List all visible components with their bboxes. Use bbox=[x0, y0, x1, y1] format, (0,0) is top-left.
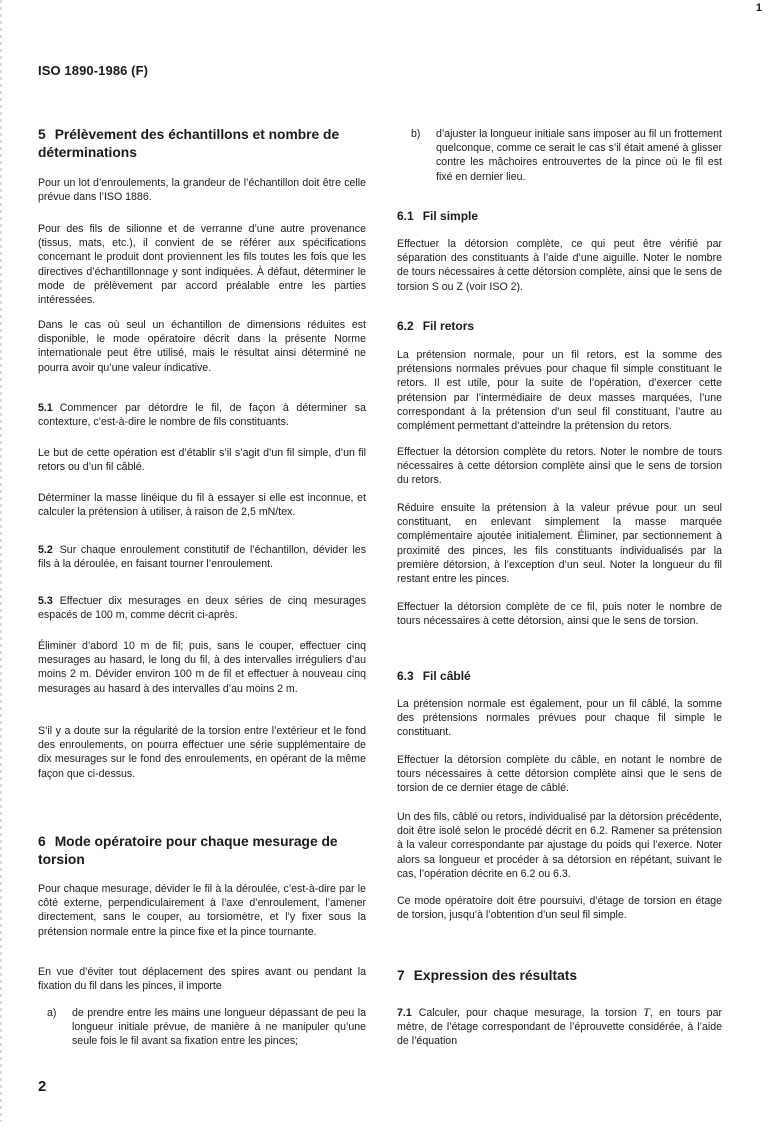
clause-6-2-paragraph-4: Effectuer la détorsion complète de ce fil, puis noter le nombre de tours nécessaires à cette détorsion, ainsi que le sens de torsion. bbox=[397, 601, 722, 628]
clause-6-3-paragraph-3: Un des fils, câblé ou retors, individualisé par la détorsion précédente, doit être isolé selon le procédé décrit en 6.2. Ramener sa prétension à la valeur correspondante par ajustage du poids qui l’exerce. Noter alors sa longueur et procéder à sa détorsion en répétant, suivant le cas, l’opération décrite en 6.2 ou 6.3. bbox=[397, 811, 722, 880]
subsection-heading: 6.2 Fil retors bbox=[397, 319, 475, 333]
subsection-heading: 6.1 Fil simple bbox=[397, 209, 479, 223]
clause-5-1-paragraph-1: Le but de cette opération est d’établir s’il s’agit d’un fil simple, d’un fil retors ou d’un fil câblé. bbox=[38, 447, 366, 474]
section-5-paragraph-2: Pour des fils de silionne et de verranne d’une autre provenance (tissus, mats, etc.), il convient de se référer aux spécifications concernant le produit dont proviennent les fils toutes les fois que les directives d’échantillonnage y sont indiquées. À défaut, déterminer le mode de prélèvement par accord préalable entre les parties intéressées. bbox=[38, 223, 366, 307]
clause-number: 5.2 bbox=[38, 544, 53, 556]
section-5-paragraph-1: Pour un lot d’enroulements, la grandeur de l’échantillon doit être celle prévue dans l’ISO 1886. bbox=[38, 177, 366, 204]
clause-6-3-paragraph-4: Ce mode opératoire doit être poursuivi, d’étage de torsion en étage de torsion, jusqu’à l’obtention d’un seul fil simple. bbox=[397, 895, 722, 922]
right-column bbox=[397, 0, 722, 1122]
section-heading: 7 Expression des résultats bbox=[397, 968, 578, 983]
corner-mark: 1 bbox=[755, 2, 762, 14]
section-6-paragraph-2: En vue d’éviter tout déplacement des spires avant ou pendant la fixation du fil dans les pinces, il importe bbox=[38, 966, 366, 993]
section-5-heading bbox=[38, 126, 366, 161]
clause-5-1-paragraph-2: Déterminer la masse linéique du fil à essayer si elle est inconnue, et calculer la prétension à utiliser, à raison de 2,5 mN/tex. bbox=[38, 492, 366, 519]
list-label: b) bbox=[411, 128, 421, 140]
clause-6-2-paragraph-2: Effectuer la détorsion complète du retors. Noter le nombre de tours nécessaires à cette détorsion complète ainsi que le sens de torsion du retors. bbox=[397, 446, 722, 487]
clause-6-2-paragraph-1: La prétension normale, pour un fil retors, est la somme des prétensions normales prévues pour chaque fil simple constituant le retors. Il est utile, pour la suite de l’opération, d’exercer cette prétension par l’intermédiaire de deux masses marquées, l’une correspondant à la prétension d’un seul fil constituant, l’autre au complément permettant d’atteindre la prétension du retors. bbox=[397, 349, 722, 433]
clause-6-2-heading bbox=[397, 319, 722, 334]
clause-6-2-paragraph-3: Réduire ensuite la prétension à la valeur prévue pour un seul constituant, en enlevant simplement la masse marquée complémentaire ajoutée initialement. Éliminer, par sectionnement à proximité des pinces, les fils constituants individualisés par la première détorsion, à l’exception d’un seul. Noter la longueur du fil restant entre les pinces. bbox=[397, 502, 722, 586]
clause-6-3-paragraph-2: Effectuer la détorsion complète du câble, en notant le nombre de tours nécessaires à cette détorsion complète ainsi que le sens de torsion de ce dernier étage de câblé. bbox=[397, 754, 722, 795]
clause-number: 5.1 bbox=[38, 402, 53, 414]
section-6-heading bbox=[38, 833, 366, 868]
section-heading: 5 Prélèvement des échantillons et nombre de déterminations bbox=[38, 127, 340, 160]
list-item-b: b) d’ajuster la longueur initiale sans imposer au fil un frottement quelconque, comme ce serait le cas s’il était amené à glisser contre les mâchoires entrouvertes de la pince où le fil est fixé en dernier lieu. bbox=[411, 128, 722, 183]
clause-5-3-paragraph-2: S’il y a doute sur la régularité de la torsion entre l’extérieur et le fond des enroulements, on pourra effectuer une série supplémentaire de dix mesurages sur le fond des enroulements, en opérant de la même façon que ci-dessus. bbox=[38, 725, 366, 780]
clause-number: 7.1 bbox=[397, 1007, 412, 1019]
clause-5-3-paragraph-1: Éliminer d’abord 10 m de fil; puis, sans le couper, effectuer cinq mesurages au hasard, le long du fil, à des intervalles irréguliers d’au moins 2 m. Dévider environ 100 m de fil et effectuer à nouveau cinq mesurages au hasard à des intervalles d’au moins 2 m. bbox=[38, 640, 366, 695]
scan-edge bbox=[0, 0, 2, 1122]
left-column bbox=[38, 0, 366, 1122]
clause-6-1-paragraph-1: Effectuer la détorsion complète, ce qui peut être vérifié par séparation des constituants à l’aide d’une aiguille. Noter le nombre de tours nécessaires à cette détorsion complète, ainsi que le sens de torsion S ou Z (voir ISO 2). bbox=[397, 238, 722, 293]
clause-6-1-heading bbox=[397, 209, 722, 224]
clause-7-1: 7.1 Calculer, pour chaque mesurage, la torsion T, en tours par mètre, de l’étage correspondant de l’éprouvette considérée, à l’aide de l’équation bbox=[397, 1005, 722, 1048]
section-6-paragraph-1: Pour chaque mesurage, dévider le fil à la déroulée, c’est-à-dire par le côté externe, perpendiculairement à l’axe d’enroulement, l’amener directement, sans le couper, au torsiomètre, et l’y fixer sous la prétension normale entre la pince fixe et la pince tournante. bbox=[38, 883, 366, 938]
torsion-symbol: T bbox=[643, 1005, 650, 1019]
clause-number: 5.3 bbox=[38, 595, 53, 607]
clause-6-3-heading bbox=[397, 669, 722, 684]
section-7-heading bbox=[397, 967, 722, 985]
clause-6-3-paragraph-1: La prétension normale est également, pour un fil câblé, la somme des prétensions normales prévues pour chaque fil simple le constituant. bbox=[397, 698, 722, 739]
clause-5-1: 5.1 Commencer par détordre le fil, de façon à déterminer sa contexture, c’est-à-dire le nombre de fils constituants. bbox=[38, 402, 366, 429]
section-5-paragraph-3: Dans le cas où seul un échantillon de dimensions réduites est disponible, le mode opératoire décrit dans la présente Norme internationale peut être utilisé, mais le résultat ainsi déterminé ne pourra avoir qu’une valeur indicative. bbox=[38, 319, 366, 374]
subsection-heading: 6.3 Fil câblé bbox=[397, 669, 471, 683]
list-item-a: a) de prendre entre les mains une longueur dépassant de peu la longueur initiale prévue, de manière à ne manipuler qu’une seule fois le fil avant sa fixation entre les pinces; bbox=[47, 1007, 366, 1048]
clause-5-2: 5.2 Sur chaque enroulement constitutif de l’échantillon, dévider les fils à la déroulée, en faisant tourner l’enroulement. bbox=[38, 544, 366, 571]
section-heading: 6 Mode opératoire pour chaque mesurage de torsion bbox=[38, 834, 338, 867]
standard-reference-header: ISO 1890-1986 (F) bbox=[38, 63, 149, 78]
page-number: 2 bbox=[38, 1078, 47, 1095]
list-label: a) bbox=[47, 1007, 57, 1019]
clause-5-3: 5.3 Effectuer dix mesurages en deux séries de cinq mesurages espacés de 100 m, comme décrit ci-après. bbox=[38, 595, 366, 622]
